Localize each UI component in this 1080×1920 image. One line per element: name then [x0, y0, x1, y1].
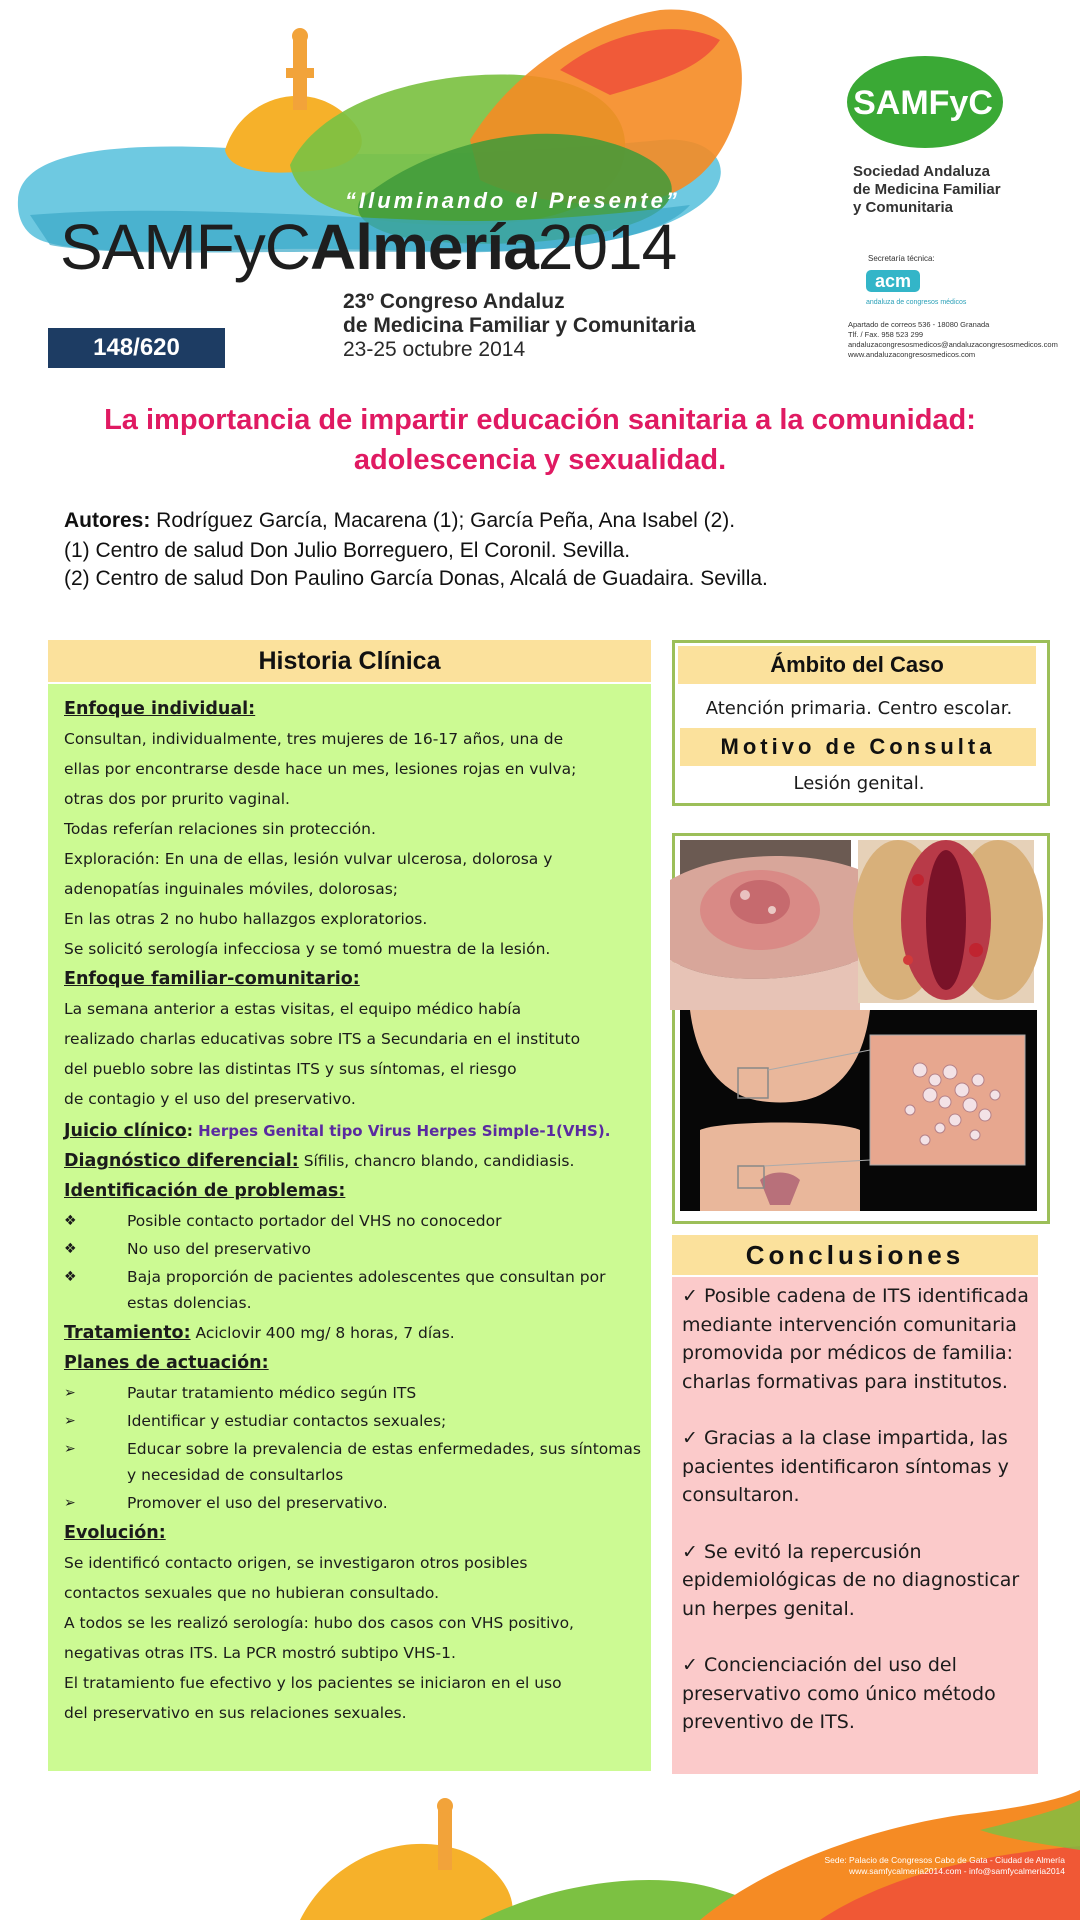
poster-reference-badge: 148/620 — [48, 328, 225, 368]
juicio-clinico-line — [64, 1116, 644, 1146]
acm-logo-subtitle: andaluza de congresos médicos — [866, 299, 967, 306]
conclusion-item: ✓ Posible cadena de ITS identificada mediante intervención comunitaria promovida por médicos de familia: charlas formativas para institutos. — [682, 1285, 1029, 1393]
address-line-3: andaluzacongresosmedicos@andaluzacongresosmedicos.com — [848, 340, 1058, 349]
tratamiento-text: Aciclovir 400 mg/ 8 horas, 7 días. — [190, 1324, 455, 1342]
text-line: Consultan, individualmente, tres mujeres de 16-17 años, una de — [64, 730, 564, 748]
juicio-clinico-diagnosis: Herpes Genital tipo Virus Herpes Simple-1(VHS). — [192, 1122, 611, 1140]
samfyc-logo-text: SAMFyC — [853, 84, 993, 122]
affiliation-2: (2) Centro de salud Don Paulino García Donas, Alcalá de Guadaira. Sevilla. — [64, 567, 768, 590]
samfyc-society-name — [853, 163, 1001, 217]
conclusiones-heading: Conclusiones — [672, 1235, 1038, 1275]
bullet-item — [64, 1236, 644, 1262]
acm-logo — [862, 266, 967, 316]
enfoque-individual-text — [64, 724, 644, 964]
text-line: Se solicitó serología infecciosa y se tomó muestra de la lesión. — [64, 940, 551, 958]
diagnostico-diferencial-heading: Diagnóstico diferencial: — [64, 1151, 299, 1171]
bullet-marker: ➢ — [64, 1441, 76, 1457]
juicio-clinico-colon: : — [186, 1122, 193, 1140]
bullet-item — [64, 1208, 644, 1234]
diagnostico-diferencial-text: Sífilis, chancro blando, candidiasis. — [298, 1152, 575, 1170]
enfoque-familiar-heading: Enfoque familiar-comunitario: — [64, 969, 360, 989]
secretaria-address — [848, 320, 1058, 360]
evolucion-text — [64, 1548, 644, 1728]
text-line: Se identificó contacto origen, se investigaron otros posibles — [64, 1554, 528, 1572]
evolucion-heading: Evolución: — [64, 1523, 166, 1543]
historia-clinica-content — [64, 694, 644, 1728]
text-line: realizado charlas educativas sobre ITS a Secundaria en el instituto — [64, 1030, 581, 1048]
conclusion-item: ✓ Se evitó la repercusión epidemiológicas de no diagnosticar un herpes genital. — [682, 1540, 1020, 1620]
acm-logo-text: acm — [874, 271, 912, 291]
bullet-item — [64, 1380, 644, 1406]
bullet-item — [64, 1490, 644, 1516]
bullet-marker: ➢ — [64, 1385, 76, 1401]
bullet-marker: ❖ — [64, 1241, 77, 1257]
samfyc-logo — [845, 52, 1005, 152]
text-line: de contagio y el uso del preservativo. — [64, 1090, 356, 1108]
text-line: otras dos por prurito vaginal. — [64, 790, 290, 808]
planes-actuacion-heading: Planes de actuación: — [64, 1353, 269, 1373]
enfoque-individual-heading: Enfoque individual: — [64, 699, 256, 719]
bullet-text: No uso del preservativo — [127, 1240, 312, 1258]
enfoque-familiar-text — [64, 994, 644, 1114]
authors-label: Autores: — [64, 509, 151, 532]
conclusiones-content — [682, 1282, 1032, 1765]
affiliation-1: (1) Centro de salud Don Julio Borreguero, El Coronil. Sevilla. — [64, 539, 631, 562]
juicio-clinico-heading: Juicio clínico — [64, 1121, 187, 1141]
authors-block — [64, 505, 768, 593]
authors-names: Rodríguez García, Macarena (1); García Peña, Ana Isabel (2). — [150, 509, 736, 532]
conclusion-item: ✓ Concienciación del uso del preservativo como único método preventivo de ITS. — [682, 1654, 996, 1733]
text-line: El tratamiento fue efectivo y los pacientes se iniciaron en el uso — [64, 1674, 562, 1692]
motivo-text: Lesión genital. — [793, 773, 925, 794]
text-line: Exploración: En una de ellas, lesión vulvar ulcerosa, dolorosa y — [64, 850, 553, 868]
brand-part-samfyc: SAMFyC — [60, 211, 310, 283]
ambito-text: Atención primaria. Centro escolar. — [705, 698, 1013, 719]
congress-info — [343, 290, 695, 362]
text-line: ellas por encontrarse desde hace un mes, lesiones rojas en vulva; — [64, 760, 577, 778]
anatomical-illustration — [680, 1010, 1037, 1211]
poster-title — [40, 400, 1040, 480]
congress-brand-title — [60, 210, 676, 284]
bullet-text: Identificar y estudiar contactos sexuales; — [127, 1412, 447, 1430]
text-line: A todos se les realizó serología: hubo dos casos con VHS positivo, — [64, 1614, 574, 1632]
footer-web: www.samfycalmeria2014.com - info@samfycalmeria2014 — [848, 1866, 1065, 1876]
footer-info — [760, 1855, 1065, 1877]
bullet-text: Posible contacto portador del VHS no conocedor — [127, 1212, 502, 1230]
text-line: contactos sexuales que no hubieran consultado. — [64, 1584, 440, 1602]
text-line: La semana anterior a estas visitas, el equipo médico había — [64, 1000, 522, 1018]
ambito-heading: Ámbito del Caso — [678, 646, 1036, 684]
brand-part-year: 2014 — [537, 211, 677, 283]
address-line-1: Apartado de correos 536 - 18080 Granada — [848, 320, 990, 329]
planes-actuacion-list — [64, 1380, 644, 1516]
congress-line-2: de Medicina Familiar y Comunitaria — [343, 314, 696, 337]
congress-dates: 23-25 octubre 2014 — [343, 338, 526, 361]
clinical-photo-lesion-2 — [858, 840, 1034, 1003]
secretaria-label: Secretaría técnica: — [868, 254, 935, 263]
congress-line-1: 23º Congreso Andaluz — [343, 290, 565, 313]
identificacion-problemas-list — [64, 1208, 644, 1316]
authors-line — [64, 505, 768, 537]
address-line-4: www.andaluzacongresosmedicos.com — [848, 350, 976, 359]
poster-title-line-2: adolescencia y sexualidad. — [353, 444, 727, 476]
diagnostico-diferencial-line — [64, 1146, 644, 1176]
text-line: En las otras 2 no hubo hallazgos exploratorios. — [64, 910, 428, 928]
footer-venue: Sede: Palacio de Congresos Cabo de Gata - Ciudad de Almería — [824, 1855, 1065, 1865]
conclusion-item: ✓ Gracias a la clase impartida, las pacientes identificaron síntomas y consultaron. — [682, 1427, 1009, 1506]
bullet-marker: ➢ — [64, 1413, 76, 1429]
text-line: del pueblo sobre las distintas ITS y sus síntomas, el riesgo — [64, 1060, 517, 1078]
bullet-text: Pautar tratamiento médico según ITS — [127, 1384, 417, 1402]
text-line: adenopatías inguinales móviles, dolorosas; — [64, 880, 398, 898]
bullet-item — [64, 1408, 644, 1434]
identificacion-problemas-heading: Identificación de problemas: — [64, 1181, 346, 1201]
historia-clinica-heading: Historia Clínica — [48, 640, 651, 682]
poster-title-line-1: La importancia de impartir educación sanitaria a la comunidad: — [104, 404, 976, 436]
bullet-text: Baja proporción de pacientes adolescentes que consultan por estas dolencias. — [127, 1268, 606, 1312]
bullet-marker: ❖ — [64, 1269, 77, 1285]
bullet-item — [64, 1264, 644, 1316]
tratamiento-heading: Tratamiento: — [64, 1323, 191, 1343]
bullet-text: Educar sobre la prevalencia de estas enfermedades, sus síntomas y necesidad de consultarlos — [127, 1440, 641, 1484]
society-name-line-2: de Medicina Familiar — [853, 181, 1001, 198]
bullet-item — [64, 1436, 644, 1488]
motivo-heading: Motivo de Consulta — [680, 728, 1036, 766]
text-line: Todas referían relaciones sin protección. — [64, 820, 376, 838]
society-name-line-1: Sociedad Andaluza — [853, 163, 990, 180]
clinical-photo-lesion-1 — [680, 840, 851, 1003]
text-line: negativas otras ITS. La PCR mostró subtipo VHS-1. — [64, 1644, 456, 1662]
text-line: del preservativo en sus relaciones sexuales. — [64, 1704, 407, 1722]
tratamiento-line — [64, 1318, 644, 1348]
congress-tagline: “Iluminando el Presente” — [345, 188, 680, 213]
society-name-line-3: y Comunitaria — [853, 199, 954, 216]
brand-part-almeria: Almería — [310, 211, 538, 283]
bullet-text: Promover el uso del preservativo. — [127, 1494, 388, 1512]
bullet-marker: ❖ — [64, 1213, 77, 1229]
address-line-2: Tlf. / Fax. 958 523 299 — [848, 330, 924, 339]
bullet-marker: ➢ — [64, 1495, 76, 1511]
